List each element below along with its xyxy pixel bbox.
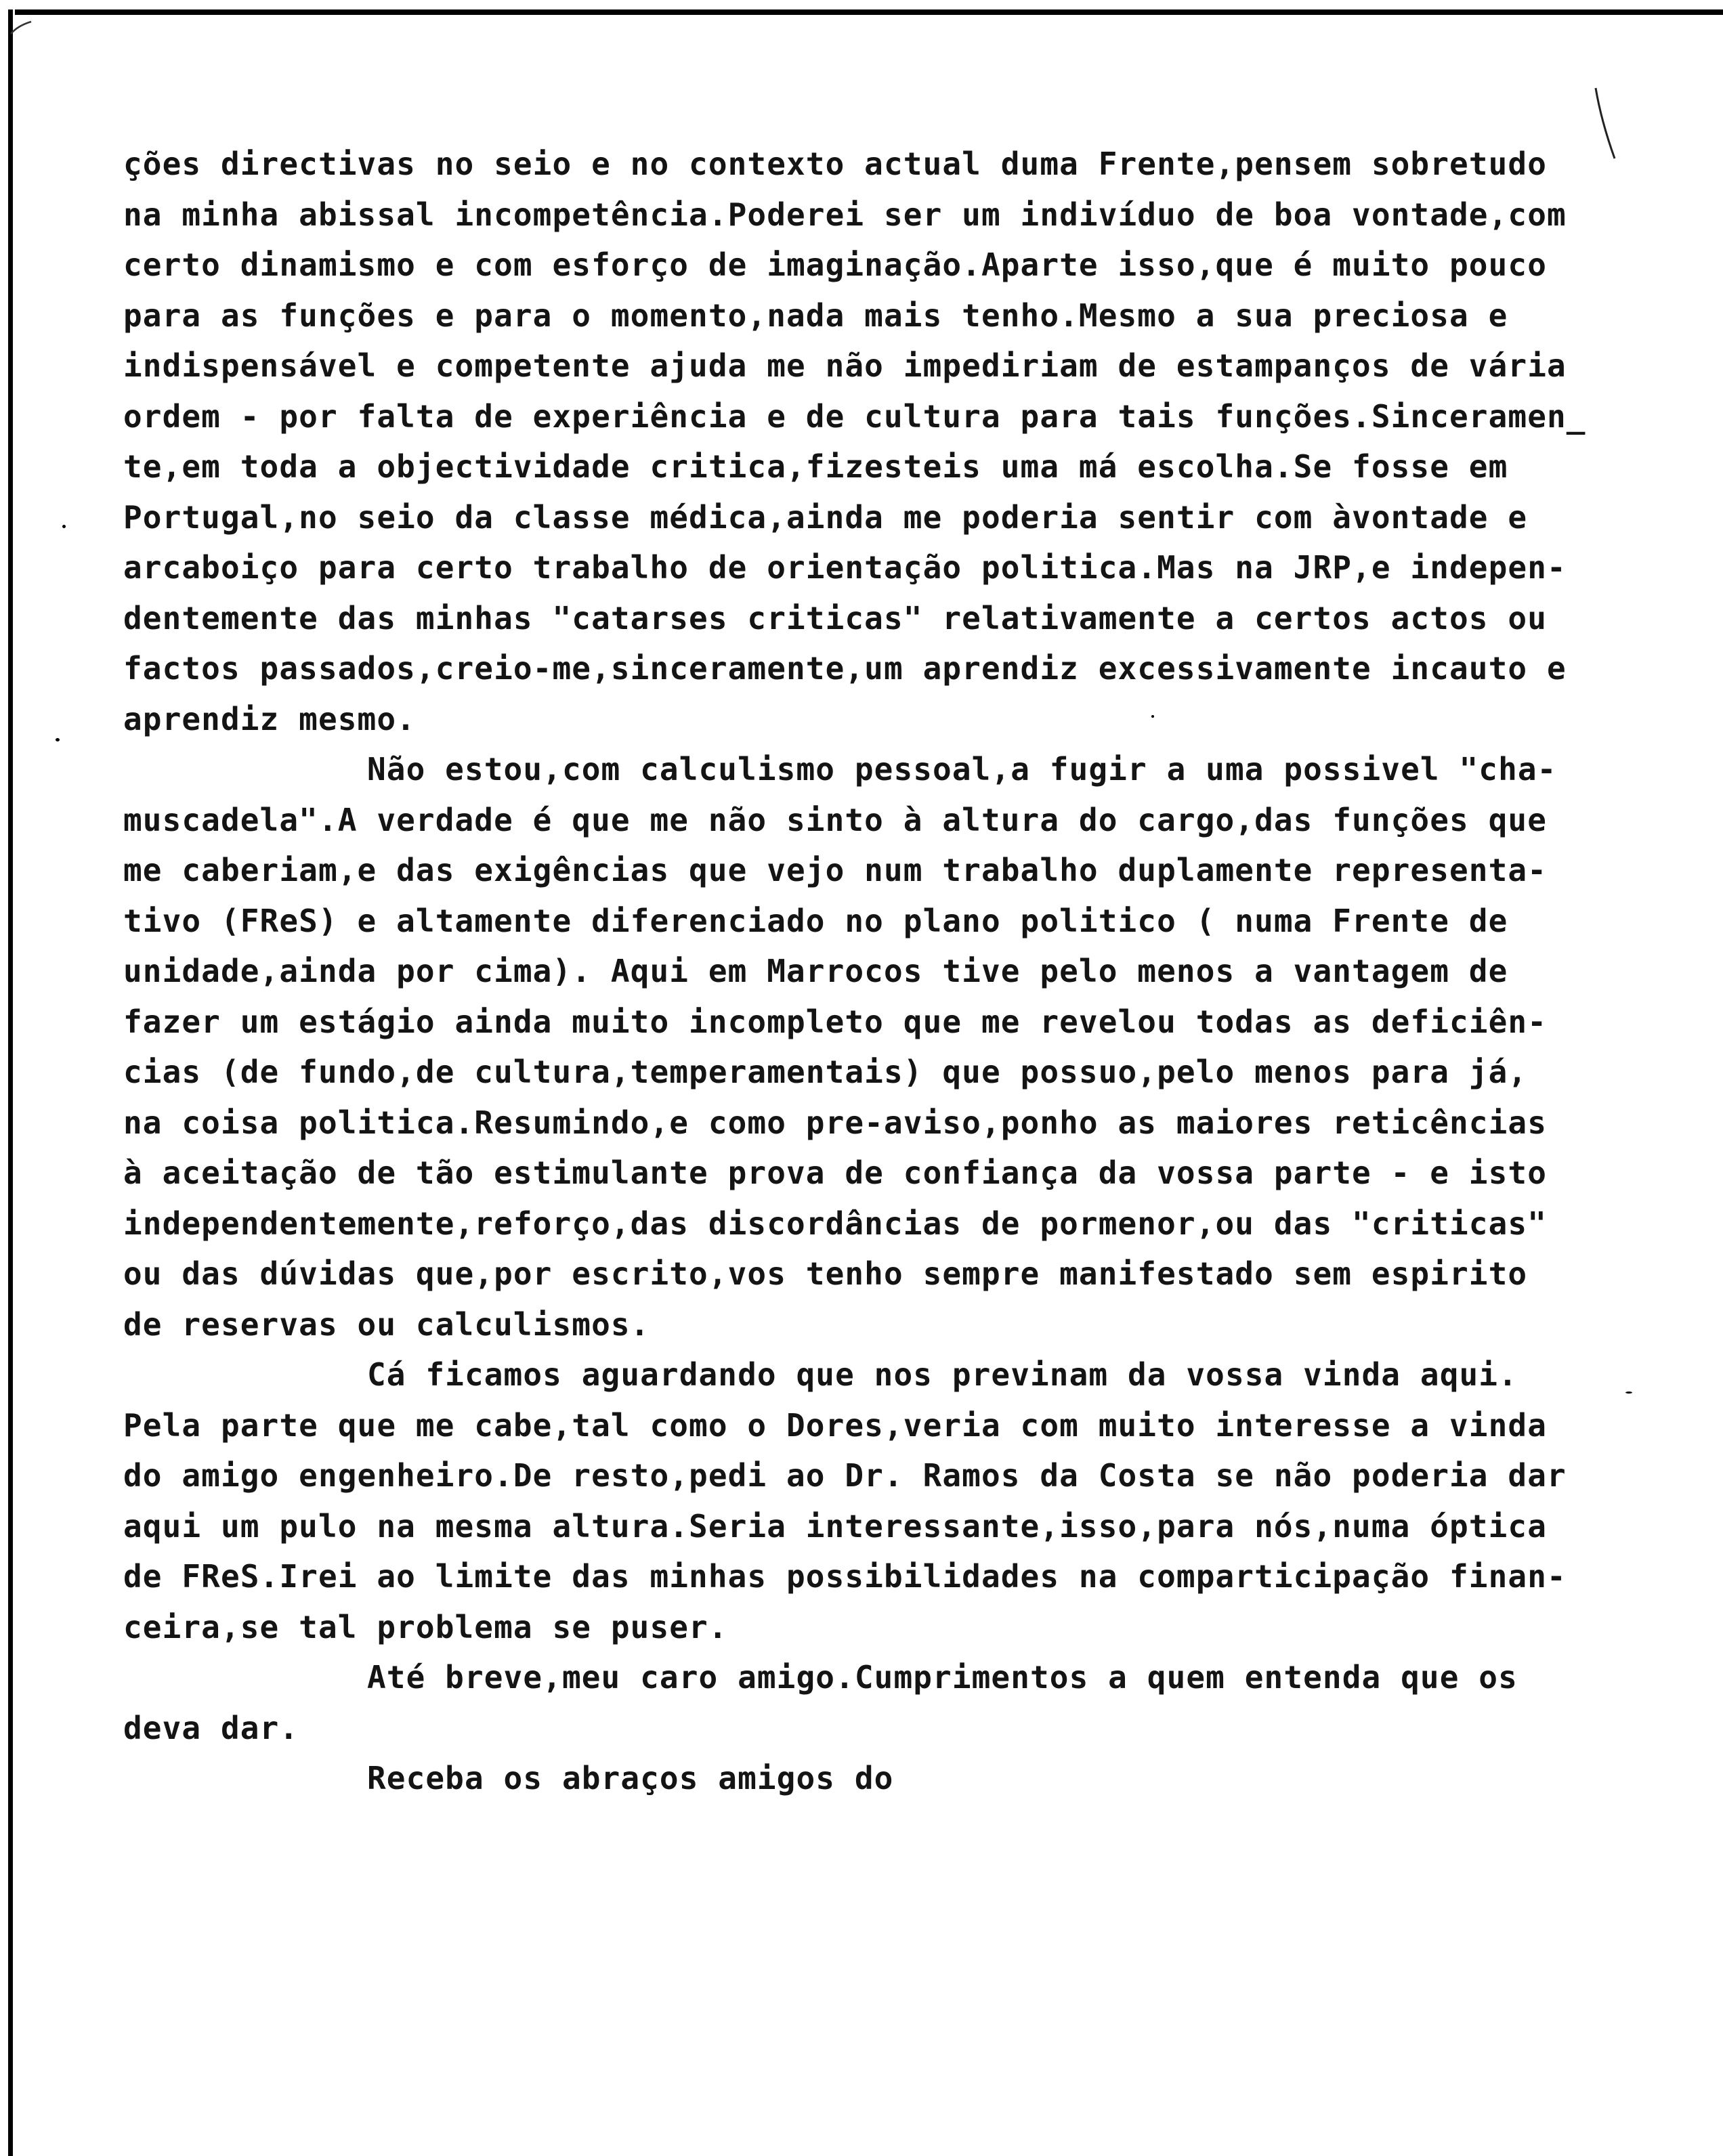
text-line: muscadela".A verdade é que me não sinto à altura do cargo,das funções que (123, 801, 1547, 838)
letter-paragraph (123, 139, 1674, 744)
text-line: na coisa politica.Resumindo,e como pre-aviso,ponho as maiores reticências (123, 1104, 1547, 1141)
scan-speck (56, 738, 60, 741)
text-line: factos passados,creio-me,sinceramente,um aprendiz excessivamente incauto e (123, 650, 1567, 687)
text-line: ordem - por falta de experiência e de cultura para tais funções.Sinceramen_ (123, 397, 1586, 435)
letter-paragraph (123, 1652, 1674, 1753)
text-line: te,em toda a objectividade critica,fizesteis uma má escolha.Se fosse em (123, 448, 1508, 485)
text-line: Não estou,com calculismo pessoal,a fugir a uma possivel "cha- (367, 751, 1557, 788)
text-line: para as funções e para o momento,nada mais tenho.Mesmo a sua preciosa e (123, 297, 1508, 334)
text-line: ções directivas no seio e no contexto actual duma Frente,pensem sobretudo (123, 146, 1547, 182)
text-line: Receba os abraços amigos do (367, 1760, 894, 1796)
text-line: indispensável e competente ajuda me não impediriam de estampanços de vária (123, 347, 1567, 384)
text-line: aqui um pulo na mesma altura.Seria interessante,isso,para nós,numa óptica (123, 1507, 1547, 1545)
text-line: Portugal,no seio da classe médica,ainda me poderia sentir com àvontade e (123, 498, 1528, 536)
scan-speck (62, 525, 66, 528)
text-line: fazer um estágio ainda muito incompleto que me revelou todas as deficiên- (123, 1003, 1547, 1040)
text-line: independentemente,reforço,das discordâncias de pormenor,ou das "criticas" (123, 1205, 1547, 1242)
text-line: deva dar. (123, 1709, 299, 1746)
text-line: arcaboiço para certo trabalho de orientação politica.Mas na JRP,e indepen- (123, 549, 1567, 586)
text-line: unidade,ainda por cima). Aqui em Marrocos tive pelo menos a vantagem de (123, 953, 1508, 989)
text-line: Cá ficamos aguardando que nos previnam da vossa vinda aqui. (367, 1356, 1518, 1393)
text-line: do amigo engenheiro.De resto,pedi ao Dr. Ramos da Costa se não poderia dar (123, 1457, 1567, 1494)
text-line: Até breve,meu caro amigo.Cumprimentos a quem entenda que os (367, 1659, 1518, 1696)
text-line: ceira,se tal problema se puser. (123, 1608, 728, 1645)
letter-body (123, 139, 1674, 1804)
text-line: na minha abissal incompetência.Poderei ser um indivíduo de boa vontade,com (123, 196, 1567, 233)
text-line: Pela parte que me cabe,tal como o Dores,veria com muito interesse a vinda (123, 1406, 1547, 1444)
text-line: me caberiam,e das exigências que vejo num trabalho duplamente representa- (123, 852, 1547, 888)
text-line: cias (de fundo,de cultura,temperamentais) que possuo,pelo menos para já, (123, 1054, 1528, 1090)
text-line: de FReS.Irei ao limite das minhas possibilidades na comparticipação finan- (123, 1558, 1567, 1595)
text-line: certo dinamismo e com esforço de imaginação.Aparte isso,que é muito pouco (123, 246, 1547, 283)
text-line: à aceitação de tão estimulante prova de confiança da vossa parte - e isto (123, 1155, 1547, 1191)
text-line: de reservas ou calculismos. (123, 1306, 650, 1343)
letter-paragraph (123, 1753, 1674, 1804)
letter-paragraph (123, 744, 1674, 1350)
scan-border-left (8, 9, 13, 2156)
pencil-mark-icon (9, 20, 33, 35)
text-line: tivo (FReS) e altamente diferenciado no plano politico ( numa Frente de (123, 902, 1508, 939)
text-line: aprendiz mesmo. (123, 700, 416, 737)
letter-paragraph (123, 1350, 1674, 1652)
text-line: dentemente das minhas "catarses criticas" relativamente a certos actos ou (123, 599, 1547, 637)
scan-border-top (15, 9, 1723, 15)
text-line: ou das dúvidas que,por escrito,vos tenho sempre manifestado sem espirito (123, 1255, 1528, 1292)
